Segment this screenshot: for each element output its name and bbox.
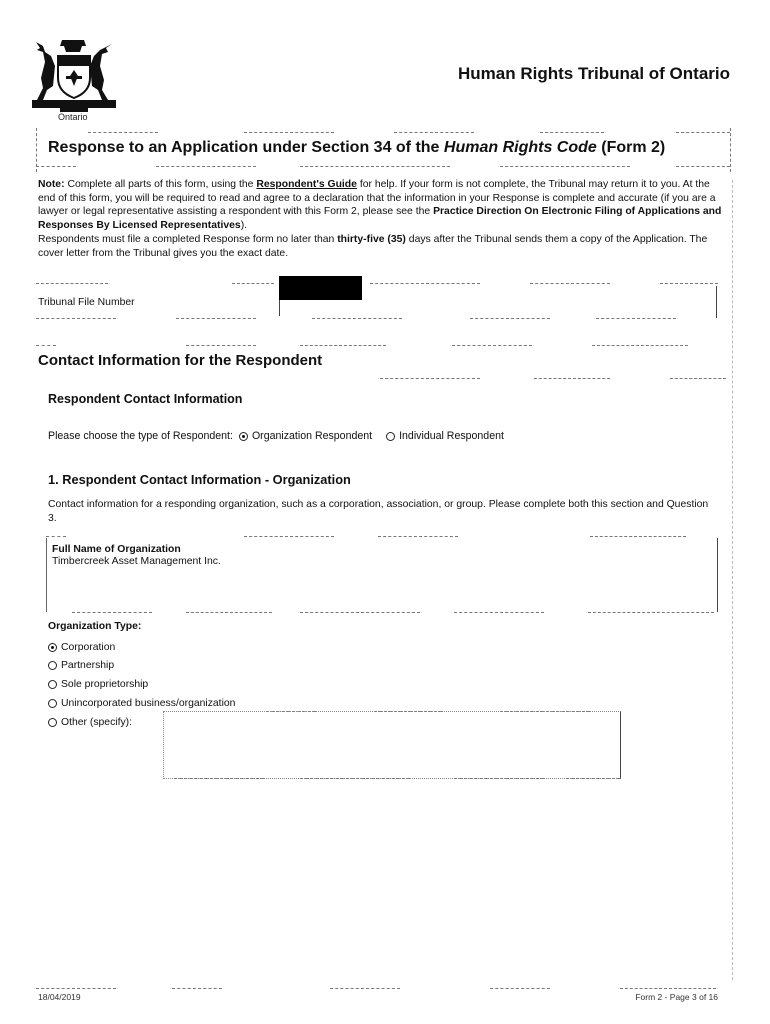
- radio-corporation[interactable]: [48, 643, 57, 652]
- radio-unincorporated[interactable]: [48, 699, 57, 708]
- other-specify-label: Other (specify):: [61, 717, 133, 728]
- org-type-option-sole-proprietorship[interactable]: [48, 679, 148, 690]
- radio-partnership[interactable]: [48, 661, 57, 670]
- radio-organization-respondent[interactable]: [239, 432, 248, 441]
- footer-page-number: Form 2 - Page 3 of 16: [635, 992, 718, 1002]
- ontario-coat-of-arms-icon: [30, 36, 118, 112]
- instructions-note: [38, 178, 722, 261]
- practice-direction-link[interactable]: Practice Direction On Electronic Filing of Applications and Responses By Licensed Representatives: [38, 206, 722, 231]
- unincorporated-label: Unincorporated business/organization: [61, 698, 236, 709]
- instructions-paragraph: Note: Complete all parts of this form, using the Respondent's Guide for help. If your form is not complete, the Tribunal may return it to you. At the end of this form, you will be required to read and agree to a declaration that the information in your Response is complete and accurate (if you are a lawyer or legal representative assisting a respondent with this Form 2, please see the Practice Direction On Electronic Filing of Applications and Responses By Licensed Representatives).: [38, 179, 722, 231]
- respondent-type-prompt: Please choose the type of Respondent:: [48, 430, 233, 442]
- section-title-contact: Contact Information for the Respondent: [38, 352, 323, 369]
- full-name-label: Full Name of Organization: [52, 544, 181, 555]
- tribunal-file-number-label: Tribunal File Number: [38, 297, 135, 308]
- org-type-option-other[interactable]: [48, 717, 132, 728]
- radio-sole-proprietorship[interactable]: [48, 680, 57, 689]
- radio-individual-respondent[interactable]: [386, 432, 395, 441]
- ontario-logo: [30, 36, 118, 120]
- logo-caption: Ontario: [58, 112, 88, 122]
- organization-type-label: Organization Type:: [48, 621, 142, 632]
- corporation-label: Corporation: [61, 642, 116, 653]
- other-specify-field[interactable]: [163, 711, 621, 779]
- footer-date: 18/04/2019: [38, 992, 81, 1002]
- full-name-of-organization-field[interactable]: [46, 538, 716, 610]
- question-1-title: 1. Respondent Contact Information - Organization: [48, 472, 351, 487]
- form-title: Response to an Application under Section 34 of the Human Rights Code (Form 2): [48, 139, 666, 156]
- subsection-title: Respondent Contact Information: [48, 392, 243, 406]
- org-type-option-corporation[interactable]: [48, 642, 115, 653]
- individual-respondent-label: Individual Respondent: [399, 430, 504, 442]
- radio-other[interactable]: [48, 718, 57, 727]
- tribunal-file-number-field[interactable]: [279, 276, 362, 300]
- agency-name: Human Rights Tribunal of Ontario: [458, 64, 730, 83]
- org-type-option-unincorporated[interactable]: [48, 698, 235, 709]
- respondents-guide-link[interactable]: Respondent's Guide: [256, 179, 357, 190]
- sole-proprietorship-label: Sole proprietorship: [61, 679, 149, 690]
- question-1-description: Contact information for a responding organization, such as a corporation, association, or group. Please complete both this section and Question 3.: [48, 499, 709, 524]
- full-name-value: Timbercreek Asset Management Inc.: [52, 556, 221, 567]
- organization-respondent-label: Organization Respondent: [251, 430, 373, 442]
- partnership-label: Partnership: [61, 660, 115, 671]
- respondent-type-row: [48, 430, 504, 442]
- org-type-option-partnership[interactable]: [48, 660, 114, 671]
- deadline-paragraph: Respondents must file a completed Response form no later than thirty-five (35) days after the Tribunal sends them a copy of the Application. The cover letter from the Tribunal gives you the exact date.: [38, 234, 708, 259]
